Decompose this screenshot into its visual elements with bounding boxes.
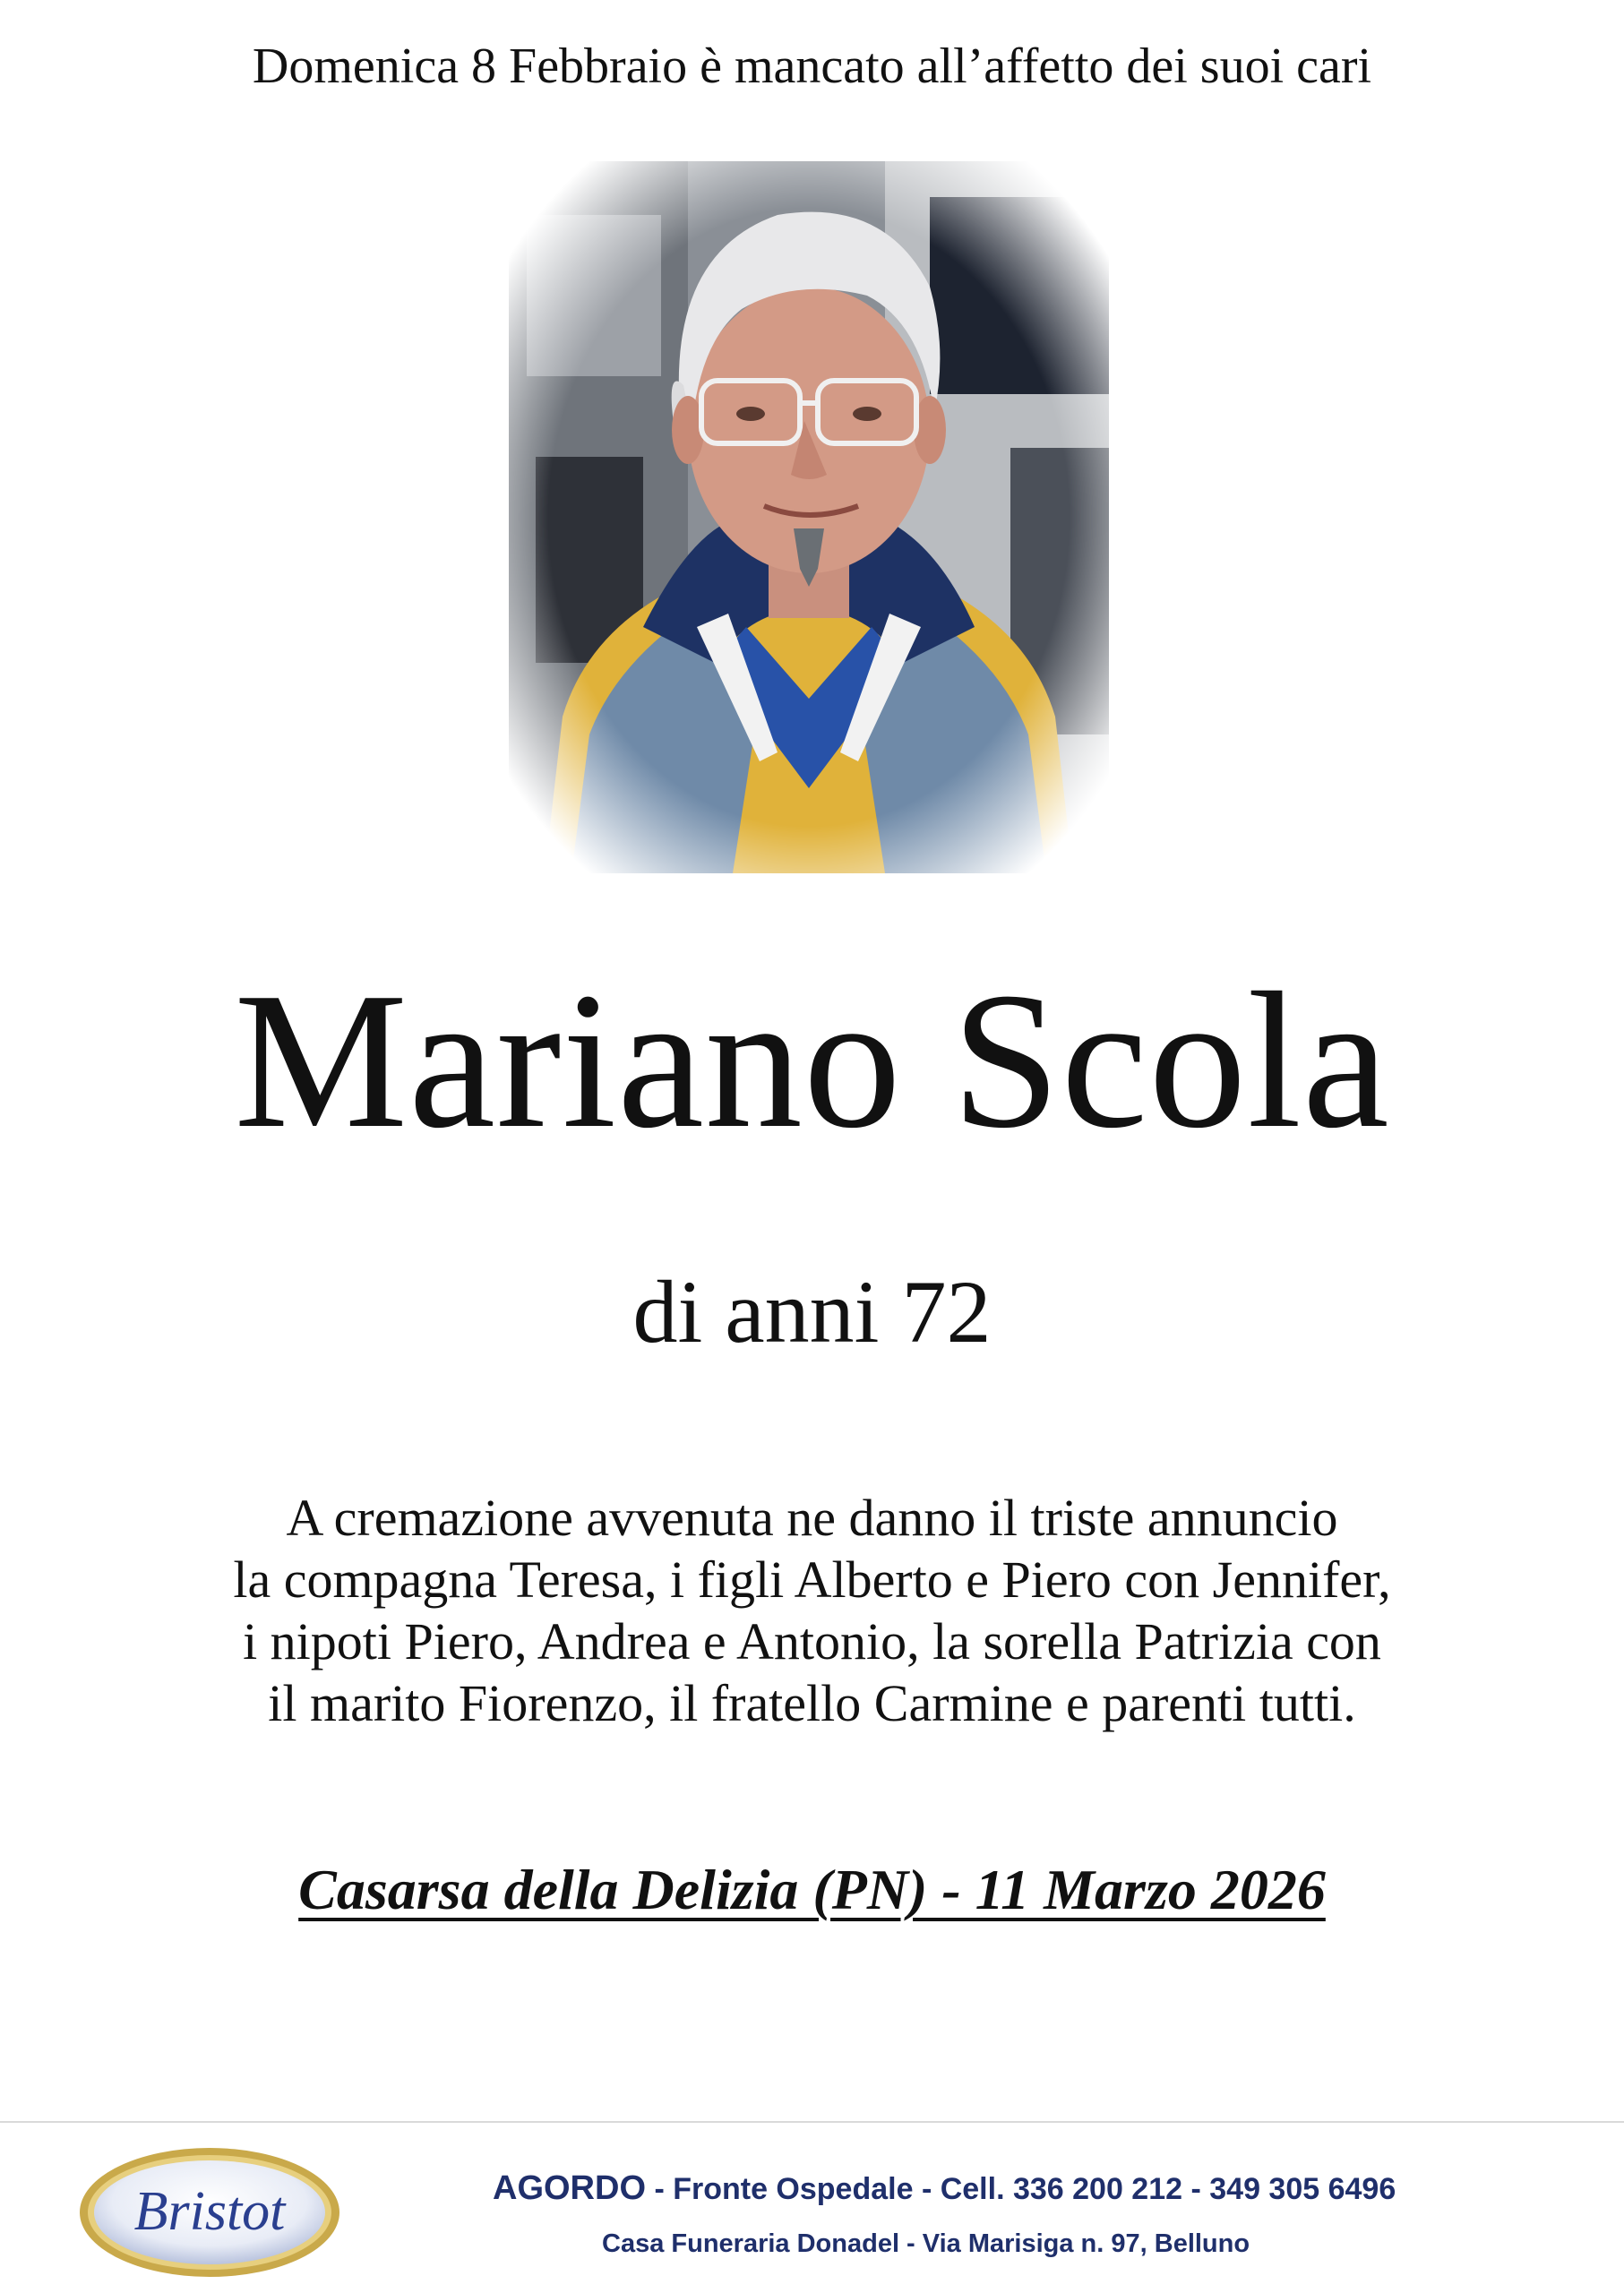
- footer-contact-details: - Fronte Ospedale - Cell. 336 200 212 - 349 305 6496: [646, 2172, 1396, 2206]
- announcement-line: la compagna Teresa, i figli Alberto e Piero con Jennifer,: [233, 1550, 1391, 1609]
- intro-text: Domenica 8 Febbraio è mancato all’affetto dei suoi cari: [252, 39, 1372, 94]
- announcement-line: i nipoti Piero, Andrea e Antonio, la sorella Patrizia con: [243, 1612, 1381, 1670]
- announcement-line: A cremazione avvenuta ne danno il triste annuncio: [286, 1489, 1338, 1547]
- bristot-logo: [75, 2143, 344, 2282]
- footer-contact-line: [493, 2166, 1478, 2211]
- place-date-text: Casarsa della Delizia (PN) - 11 Marzo 2026: [298, 1858, 1326, 1921]
- place-date: [0, 1854, 1624, 1926]
- announcement-line: il marito Fiorenzo, il fratello Carmine e parenti tutti.: [268, 1674, 1356, 1732]
- announcement-text: [0, 1487, 1624, 1734]
- footer-divider: [0, 2121, 1624, 2123]
- portrait-photo: [509, 161, 1109, 873]
- footer-city: AGORDO: [493, 2169, 646, 2207]
- footer-address-line: Casa Funeraria Donadel - Via Marisiga n. 97, Belluno: [602, 2229, 1250, 2258]
- logo-text: Bristot: [133, 2181, 286, 2242]
- deceased-name: Mariano Scola: [234, 953, 1390, 1169]
- age-text: di anni 72: [632, 1262, 992, 1361]
